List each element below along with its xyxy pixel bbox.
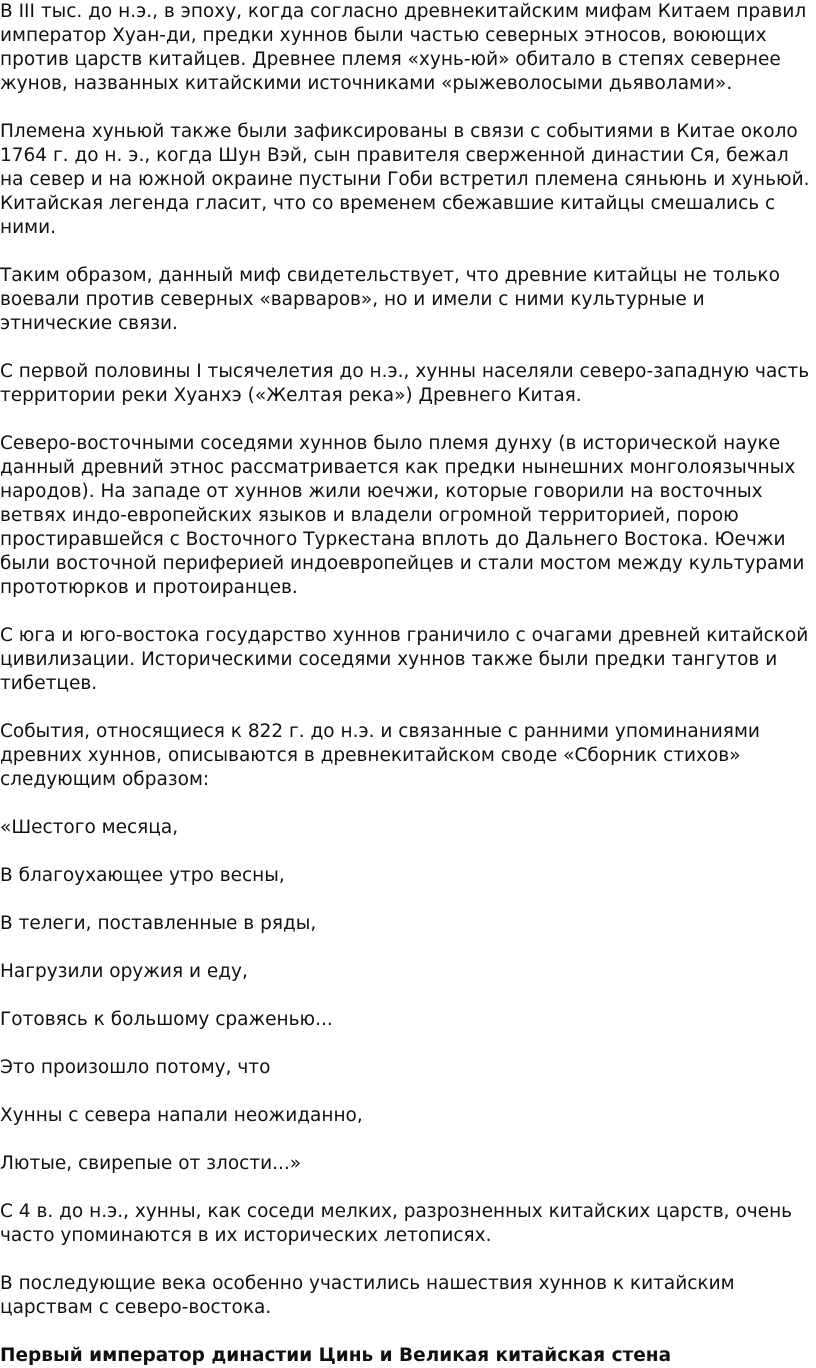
paragraph: События, относящиеся к 822 г. до н.э. и связанные с ранними упоминаниями древних хуннов, описываются в древнекитайском своде «Сборник стихов» следующим образом:: [0, 721, 760, 790]
paragraph: В III тыс. до н.э., в эпоху, когда согласно древнекитайским мифам Китаем правил император Хуан-ди, предки хуннов были частью северных этносов, воюющих против царств китайцев. Древнее племя «хунь-юй» обитало в степях севернее жунов, названных китайскими источниками «рыжеволосыми дьяволами».: [0, 1, 807, 94]
paragraph: В последующие века особенно участились нашествия хуннов к китайским царствам с северо-востока.: [0, 1273, 735, 1318]
paragraph: С юга и юго-востока государство хуннов граничило с очагами древней китайской цивилизации. Историческими соседями хуннов также были предки тангутов и тибетцев.: [0, 625, 809, 694]
verse-line: Это произошло потому, что: [0, 1057, 271, 1078]
verse-line: Лютые, свирепые от злости...»: [0, 1153, 302, 1174]
paragraph: Таким образом, данный миф свидетельствует, что древние китайцы не только воевали против северных «варваров», но и имели с ними культурные и этнические связи.: [0, 265, 780, 334]
verse-line: «Шестого месяца,: [0, 817, 179, 838]
verse-line: Хунны с севера напали неожиданно,: [0, 1105, 363, 1126]
verse-line: Готовясь к большому сраженью...: [0, 1009, 333, 1030]
section-heading: Первый император династии Цинь и Великая китайская стена: [0, 1345, 672, 1366]
paragraph: Племена хуньюй также были зафиксированы в связи с событиями в Китае около 1764 г. до н. э., когда Шун Вэй, сын правителя сверженной династии Ся, бежал на север и на южной окраине пустыни Гоби встретил племена сяньюнь и хуньюй. Китайская легенда гласит, что со временем сбежавшие китайцы смешались с ними.: [0, 121, 810, 238]
verse-line: В благоухающее утро весны,: [0, 865, 285, 886]
verse-line: Нагрузили оружия и еду,: [0, 961, 248, 982]
paragraph: С 4 в. до н.э., хунны, как соседи мелких, разрозненных китайских царств, очень часто упоминаются в их исторических летописях.: [0, 1201, 793, 1246]
verse-line: В телеги, поставленные в ряды,: [0, 913, 317, 934]
paragraph: Северо-восточными соседями хуннов было племя дунху (в исторической науке данный древний этнос рассматривается как предки нынешних монголоязычных народов). На западе от хуннов жили юечжи, которые говорили на восточных ветвях индо-европейских языков и владели огромной территорией, порою простиравшейся с Восточного Туркестана вплоть до Дальнего Востока. Юечжи были восточной периферией индоевропейцев и стали мостом между культурами прототюрков и протоиранцев.: [0, 433, 805, 598]
paragraph: С первой половины I тысячелетия до н.э., хунны населяли северо-западную часть территории реки Хуанхэ («Желтая река») Древнего Китая.: [0, 361, 810, 406]
